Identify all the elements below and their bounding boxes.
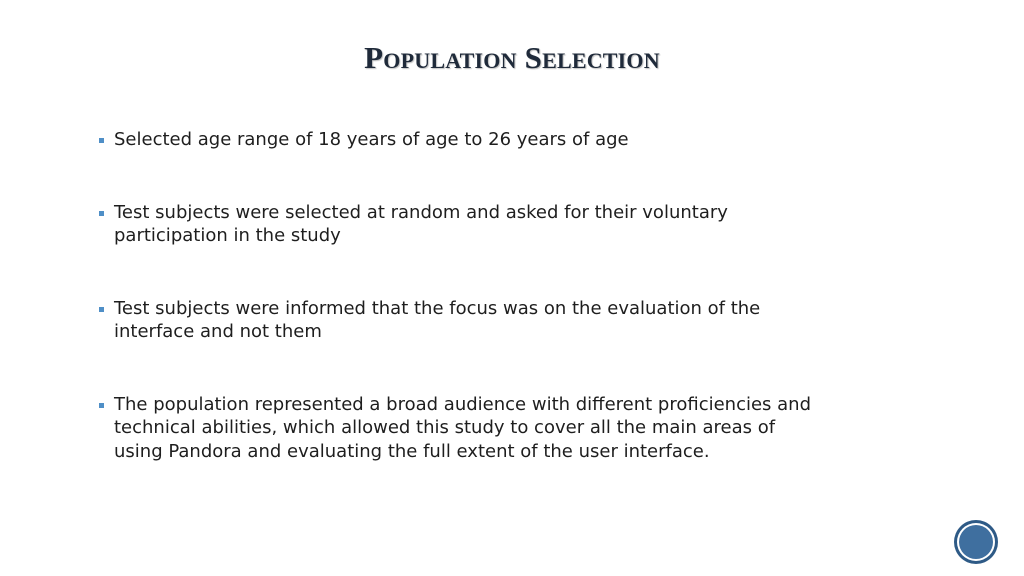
bullet-item: [98, 393, 818, 464]
bullet-text: The population represented a broad audience with different proficiencies and technical abilities, which allowed this study to cover all the main areas of using Pandora and evaluating the full extent of the user interface.: [114, 393, 812, 462]
page-number-badge: [957, 523, 995, 561]
bullet-text: Selected age range of 18 years of age to 26 years of age: [114, 129, 629, 150]
bullet-list: [98, 128, 818, 463]
square-bullet-icon: [99, 403, 104, 408]
bullet-text: Test subjects were informed that the focus was on the evaluation of the interface and not them: [114, 297, 761, 342]
bullet-item: [98, 201, 818, 248]
bullet-item: [98, 128, 818, 152]
slide-title: Population Selection: [364, 40, 660, 75]
bullet-text: Test subjects were selected at random and asked for their voluntary participation in the study: [114, 201, 728, 246]
square-bullet-icon: [99, 138, 104, 143]
square-bullet-icon: [99, 307, 104, 312]
bullet-item: [98, 297, 818, 344]
square-bullet-icon: [99, 211, 104, 216]
